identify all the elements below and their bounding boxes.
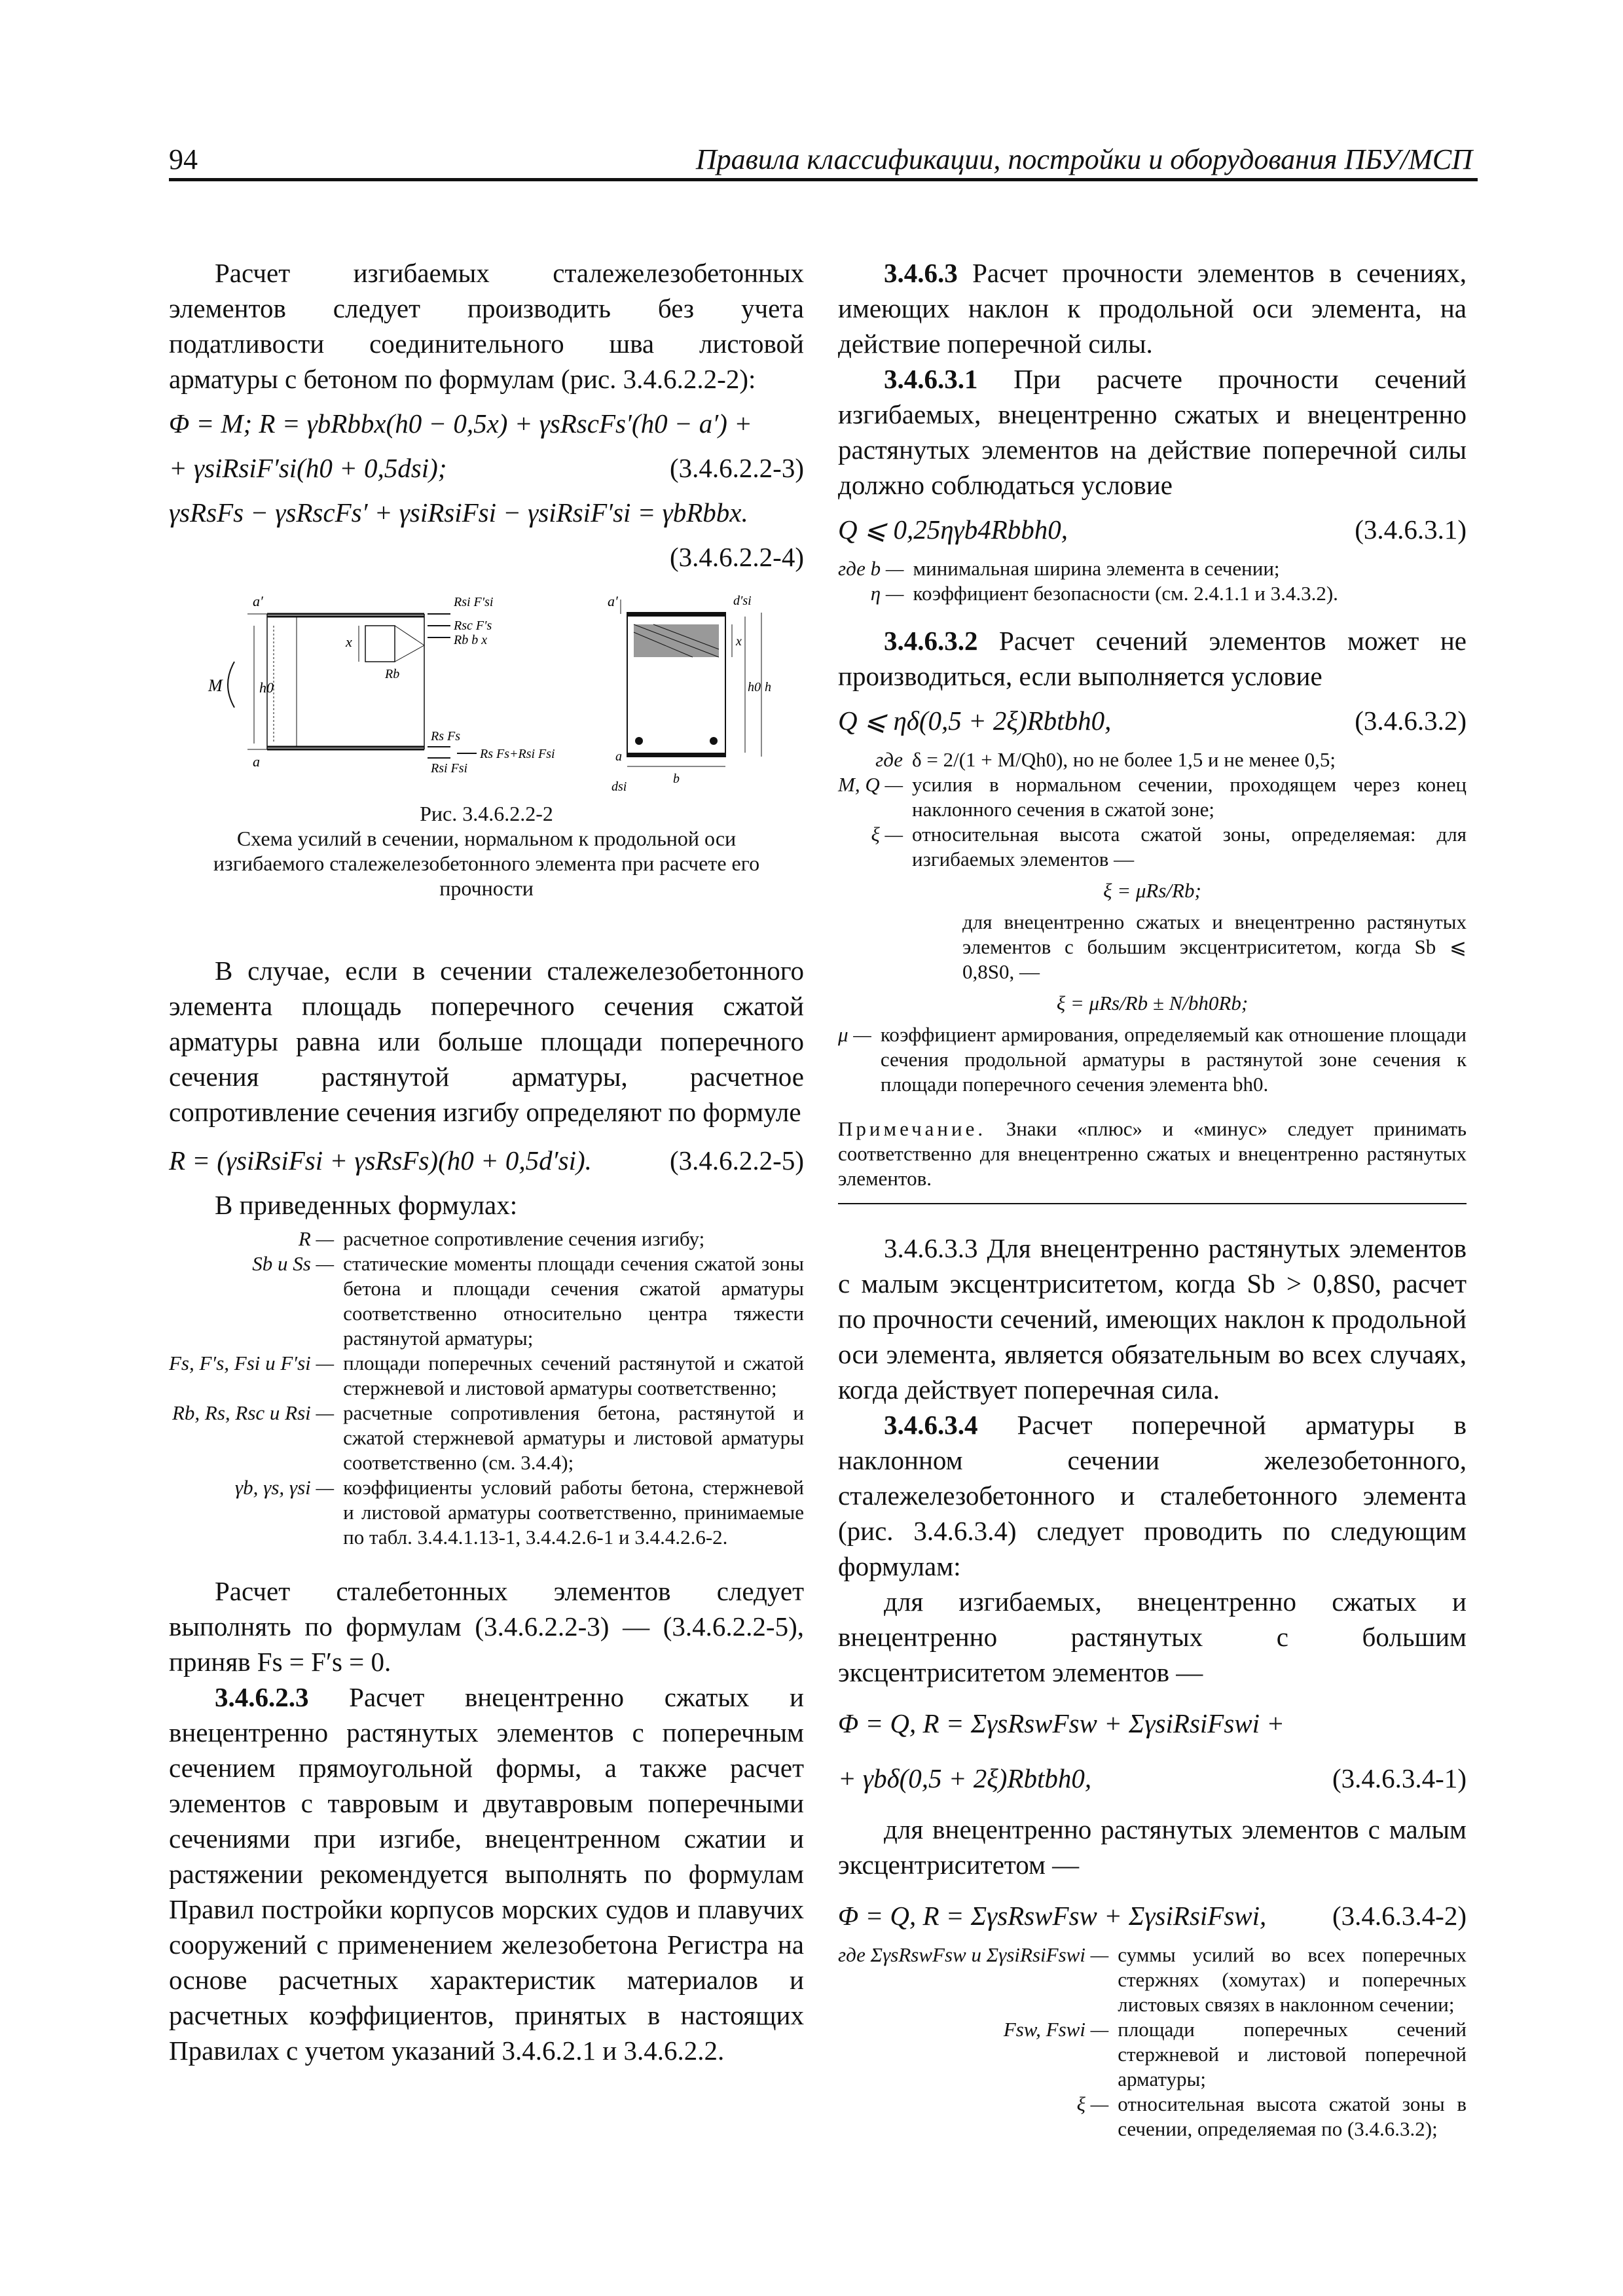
definitions-list <box>838 1943 1467 2142</box>
definition-term: Fs, F′s, Fsi и F′si — <box>169 1352 335 1374</box>
formula <box>838 512 1467 547</box>
definitions-list <box>169 1227 804 1550</box>
definition-text: расчетное сопротивление сечения изгибу; <box>343 1227 705 1250</box>
figure-caption-number: Рис. 3.4.6.2.2-2 <box>420 802 553 825</box>
paragraph-text: Расчет сечений элементов может не производиться, если выполняется условие <box>838 626 1467 691</box>
formula <box>169 406 804 441</box>
definition-term: где ΣγsRswFsw и ΣγsiRsiFswi — <box>838 1943 1109 1966</box>
formula <box>838 1898 1467 1933</box>
definition-term: ξ — <box>871 823 903 846</box>
paragraph: Расчет изгибаемых сталежелезобетонных элементов следует производить без учета податливости соединительного шва листовой арматуры с бетоном по формулам (рис. 3.4.6.2.2-2): <box>169 258 804 394</box>
note-text: Знаки «плюс» и «минус» следует принимать соответственно для внецентренно сжатых и внецентренно растянутых элементов. <box>838 1117 1467 1190</box>
label-dsi-prime: d′si <box>733 594 752 608</box>
definition-text: усилия в нормальном сечении, проходящем через конец наклонного сечения в сжатой зоне; <box>912 773 1467 821</box>
formula-number: (3.4.6.3.4-1) <box>1332 1763 1467 1793</box>
definition-text: расчетные сопротивления бетона, растянутой и сжатой стержневой арматуры и листовой арматуры соответственно (см. 3.4.4); <box>343 1401 804 1474</box>
formula <box>169 539 804 575</box>
section-number: 3.4.6.3.2 <box>884 626 978 656</box>
definition-term: M, Q — <box>838 773 903 796</box>
formula-number: (3.4.6.3.1) <box>1355 514 1467 545</box>
paragraph-text: При расчете прочности сечений изгибаемых, внецентренно сжатых и внецентренно растянутых элементов на действие поперечной силы должно соблюдаться условие <box>838 364 1467 500</box>
definition-text: статические моменты площади сечения сжатой зоны бетона и площади сечения сжатой арматуры соответственно относительно центра тяжести растянутой арматуры; <box>343 1252 804 1350</box>
label-Rsi-Fsi-prime: Rsi F′si <box>454 595 494 609</box>
formula-number: (3.4.6.2.2-3) <box>670 453 804 483</box>
definition-text: суммы усилий во всех поперечных стержнях (хомутах) и поперечных листовых связях в наклонном сечении; <box>1118 1943 1467 2016</box>
header-rule <box>169 178 1478 181</box>
paragraph-text: Расчет поперечной арматуры в наклонном сечении железобетонного, сталежелезобетонного и сталебетонного элемента (рис. 3.4.6.3.4) следует проводить по следующим формулам: <box>838 1410 1467 1581</box>
definitions-list <box>838 556 1467 606</box>
paragraph <box>838 361 1467 503</box>
definitions-intro: В приведенных формулах: <box>215 1190 518 1220</box>
definition-text: коэффициент армирования, определяемый как отношение площади сечения продольной арматуры в растянутой зоне сечения к площади поперечного сечения элемента bh0. <box>880 1023 1467 1096</box>
note-divider <box>838 1203 1467 1204</box>
definition-term: γb, γs, γsi — <box>234 1476 335 1499</box>
label-a: a <box>253 753 260 770</box>
left-column <box>169 255 804 2068</box>
definition-text: относительная высота сжатой зоны в сечении, определяемая по (3.4.6.3.2); <box>1118 2092 1467 2140</box>
definition-text: минимальная ширина элемента в сечении; <box>913 557 1280 580</box>
definition-term: ξ — <box>1076 2092 1109 2115</box>
definition-term: Rb, Rs, Rsc и Rsi — <box>172 1401 335 1424</box>
definitions-list <box>838 747 1467 872</box>
formula <box>838 1706 1467 1741</box>
label-x-section: x <box>736 634 742 649</box>
formula-text: γsRsFs − γsRscFs′ + γsiRsiFsi − γsiRsiF′si = γbRbbx. <box>169 497 748 528</box>
paragraph-text: Расчет внецентренно сжатых и внецентренно растянутых элементов с поперечным сечением прямоугольной формы, а также расчет элементов с тавровым и двутавровым поперечными сечениями при изгибе, внецентренном сжатии и растяжении рекомендуется выполнять по формулам Правил постройки корпусов морских судов и плавучих сооружений с применением железобетона Регистра на основе расчетных характеристик материалов и расчетных коэффициентов, принятых в настоящих Правилах с учетом указаний 3.4.6.2.1 и 3.4.6.2.2. <box>169 1682 804 2066</box>
definition-term: Fsw, Fswi — <box>1003 2018 1109 2041</box>
formula-number: (3.4.6.3.2) <box>1355 706 1467 736</box>
formula <box>169 1143 804 1178</box>
section-number: 3.4.6.2.3 <box>215 1682 309 1712</box>
paragraph: для изгибаемых, внецентренно сжатых и внецентренно растянутых с большим эксцентриситетом элементов — <box>838 1587 1467 1687</box>
label-Rb: Rb <box>385 667 400 681</box>
formula-xi-2: ξ = μRs/Rb ± N/bh0Rb; <box>1056 992 1249 1014</box>
definition-term: где b — <box>838 557 904 580</box>
formula-text: Φ = Q, R = ΣγsRswFsw + ΣγsiRsiFswi + <box>838 1708 1285 1738</box>
label-Rs-Fs: Rs Fs <box>431 729 460 744</box>
label-h: h <box>765 680 771 694</box>
label-x: x <box>346 634 352 650</box>
label-Rb-bx: Rb b x <box>454 633 488 647</box>
paragraph: для внецентренно растянутых элементов с малым эксцентриситетом — <box>838 1814 1467 1880</box>
definition-term: R — <box>298 1227 335 1250</box>
formula-number: (3.4.6.2.2-4) <box>670 542 804 572</box>
running-header: Правила классификации, постройки и оборудования ПБУ/МСП <box>695 143 1472 175</box>
figure-force-diagram <box>169 586 804 796</box>
formula <box>169 495 804 530</box>
formula-text: Q ⩽ 0,25ηγb4Rbbh0, <box>838 514 1068 545</box>
paragraph: В случае, если в сечении сталежелезобетонного элемента площадь поперечного сечения сжатой арматуры равна или больше площади поперечного сечения растянутой арматуры, расчетное сопротивление сечения изгибу определяют по формуле <box>169 956 804 1127</box>
definition-text: коэффициенты условий работы бетона, стержневой и листовой арматуры соответственно, принимаемые по табл. 3.4.4.1.13-1, 3.4.4.2.6-1 и 3.4.4.2.6-2. <box>343 1476 804 1549</box>
formula-number: (3.4.6.3.4-2) <box>1332 1901 1467 1931</box>
label-b: b <box>673 772 680 786</box>
label-a-prime-section: a′ <box>608 593 618 609</box>
note <box>838 1117 1467 1191</box>
paragraph <box>169 1679 804 2068</box>
definition-term: Sb и Ss — <box>252 1252 335 1275</box>
label-h0: h0 <box>259 679 274 696</box>
formula-text: R = (γsiRsiFsi + γsRsFs)(h0 + 0,5d′si). <box>169 1145 592 1175</box>
formula-text: Φ = M; R = γbRbbx(h0 − 0,5x) + γsRscFs′(h0 − a′) + <box>169 408 752 439</box>
label-h0-section: h0 <box>748 680 761 694</box>
note-heading: Примечание. <box>838 1117 987 1140</box>
label-sum-force: Rs Fs+Rsi Fsi <box>480 747 555 761</box>
page-number: 94 <box>169 143 198 175</box>
paragraph <box>838 1407 1467 1584</box>
formula-text: Q ⩽ ηδ(0,5 + 2ξ)Rbtbh0, <box>838 706 1112 736</box>
label-a-section: a <box>615 749 622 764</box>
definitions-list <box>838 1022 1467 1097</box>
formula <box>838 703 1467 738</box>
definition-text: коэффициент безопасности (см. 2.4.1.1 и 3.4.3.2). <box>913 582 1338 605</box>
label-M: M <box>208 676 223 695</box>
paragraph <box>838 623 1467 694</box>
label-Rsi-Fsi: Rsi Fsi <box>431 761 468 776</box>
definition-text: площади поперечных сечений стержневой и листовой поперечной арматуры; <box>1118 2018 1467 2090</box>
definition-term: μ — <box>838 1023 871 1046</box>
paragraph-text: Для внецентренно растянутых элементов с малым эксцентриситетом, когда Sb > 0,8S0, расчет по прочности сечений, имеющих наклон к продольной оси элемента, является обязательным во всех случаях, когда действует поперечная сила. <box>838 1233 1467 1405</box>
definition-text: δ = 2/(1 + M/Qh0), но не более 1,5 и не менее 0,5; <box>912 748 1336 771</box>
paragraph-text: Расчет прочности элементов в сечениях, имеющих наклон к продольной оси элемента, на действие поперечной силы. <box>838 258 1467 359</box>
label-a-prime: a′ <box>253 593 263 609</box>
label-dsi: dsi <box>611 780 627 794</box>
formula-xi-1: ξ = μRs/Rb; <box>1103 879 1201 902</box>
section-number: 3.4.6.3.3 <box>884 1233 978 1263</box>
definition-text: для внецентренно сжатых и внецентренно растянутых элементов с большим эксцентриситетом, когда Sb ⩽ 0,8S0, — <box>962 910 1467 983</box>
right-column <box>838 255 1467 2145</box>
formula-text: + γsiRsiF′si(h0 + 0,5dsi); <box>169 453 447 483</box>
formula-text: + γbδ(0,5 + 2ξ)Rbtbh0, <box>838 1763 1092 1793</box>
section-number: 3.4.6.3.1 <box>884 364 978 394</box>
paragraph <box>838 1230 1467 1407</box>
formula <box>838 1761 1467 1796</box>
section-number: 3.4.6.3.4 <box>884 1410 978 1440</box>
formula <box>169 450 804 486</box>
formula-number: (3.4.6.2.2-5) <box>670 1145 804 1175</box>
paragraph: Расчет сталебетонных элементов следует выполнять по формулам (3.4.6.2.2-3) — (3.4.6.2.2-5), приняв Fs = F′s = 0. <box>169 1576 804 1677</box>
figure-caption: Схема усилий в сечении, нормальном к продольной оси изгибаемого сталежелезобетонного элемента при расчете его прочности <box>213 827 760 900</box>
definition-term: где <box>875 748 903 771</box>
label-Rsc-Fs-prime: Rsc F′s <box>454 619 492 633</box>
definition-text: относительная высота сжатой зоны, определяемая: для изгибаемых элементов — <box>912 823 1467 870</box>
diagram-svg <box>169 586 804 796</box>
definition-text: площади поперечных сечений растянутой и сжатой стержневой и листовой арматуры соответственно; <box>343 1352 804 1399</box>
paragraph <box>838 255 1467 361</box>
section-number: 3.4.6.3 <box>884 258 958 288</box>
formula-text: Φ = Q, R = ΣγsRswFsw + ΣγsiRsiFswi, <box>838 1901 1267 1931</box>
definition-term: η — <box>870 582 904 605</box>
